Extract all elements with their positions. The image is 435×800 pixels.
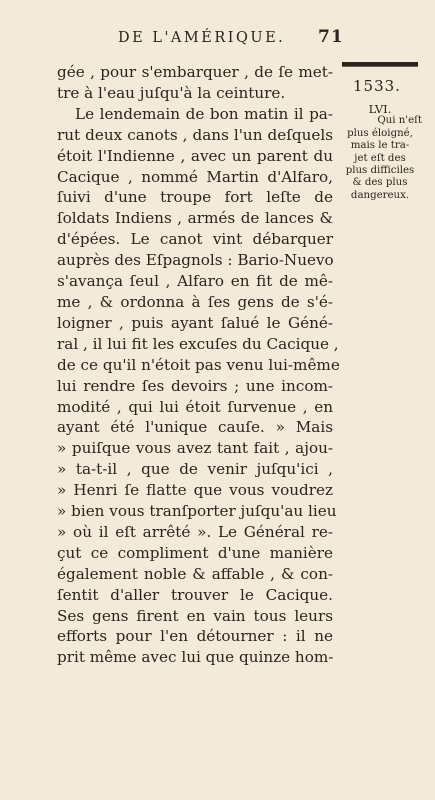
margin-note-line: plus difficiles (345, 165, 415, 177)
text-line: de ce qu'il n'étoit pas venu lui-même (57, 355, 340, 374)
text-line: tre à l'eau juſqu'à la ceinture. (57, 83, 286, 102)
text-line: étoit l'Indienne , avec un parent du (57, 146, 333, 165)
text-line: Cacique , nommé Martin d'Alfaro, (57, 167, 333, 186)
text-line: modité , qui lui étoit ſurvenue , en (57, 397, 333, 416)
text-line: » Henri ſe flatte que vous voudrez (57, 481, 333, 500)
margin-rule (342, 62, 418, 67)
text-line: rut deux canots , dans l'un deſquels (57, 125, 333, 144)
text-line: » où il eſt arrêté ». Le Général re- (57, 522, 333, 541)
text-line: loigner , puis ayant ſalué le Géné- (57, 313, 333, 332)
page-number: 71 (318, 27, 344, 47)
margin-year: 1533. (353, 77, 401, 95)
text-line: d'épées. Le canot vint débarquer (57, 230, 333, 249)
margin-note (338, 103, 422, 202)
text-line: lui rendre ſes devoirs ; une incom- (57, 376, 333, 395)
text-line: » ta-t-il , que de venir juſqu'ici , (57, 460, 333, 479)
text-line: efforts pour l'en détourner : il ne (57, 627, 333, 646)
text-line: prit même avec lui que quinze hom- (57, 648, 334, 667)
margin-note-line: jet eſt des (354, 152, 406, 164)
text-line: Le lendemain de bon matin il pa- (75, 104, 333, 123)
main-text (57, 62, 340, 668)
text-line: ſentit d'aller trouver le Cacique. (57, 585, 333, 604)
text-line: ayant été l'unique cauſe. » Mais (57, 418, 333, 437)
text-line: me , & ordonna à ſes gens de s'é- (57, 292, 333, 311)
margin-note-line: dangereux. (350, 189, 410, 201)
margin-note-line: mais le tra- (350, 140, 410, 152)
text-line: çut ce compliment d'une manière (57, 543, 333, 562)
running-head: DE L'AMÉRIQUE. (118, 30, 286, 46)
text-line: ſoldats Indiens , armés de lances & (57, 209, 333, 228)
text-line: Ses gens firent en vain tous leurs (57, 606, 333, 625)
text-line: ral , il lui fit les excuſes du Cacique , (57, 334, 339, 353)
margin-note-line: plus éloigné, (347, 127, 413, 139)
text-line: » bien vous tranſporter juſqu'au lieu (57, 502, 337, 521)
margin-note-line: Qui n'eſt (377, 115, 422, 127)
margin-note-line: LVI. (368, 102, 392, 116)
text-line: ſuivi d'une troupe fort leſte de (57, 188, 333, 207)
text-line: s'avança ſeul , Alfaro en fit de mê- (57, 272, 333, 291)
text-line: également noble & affable , & con- (57, 564, 333, 583)
text-line: auprès des Eſpagnols : Bario-Nuevo (57, 251, 334, 270)
margin-note-line: & des plus (352, 177, 408, 189)
text-line: gée , pour s'embarquer , de ſe met- (57, 63, 333, 81)
text-line: » puiſque vous avez tant fait , ajou- (57, 439, 333, 458)
